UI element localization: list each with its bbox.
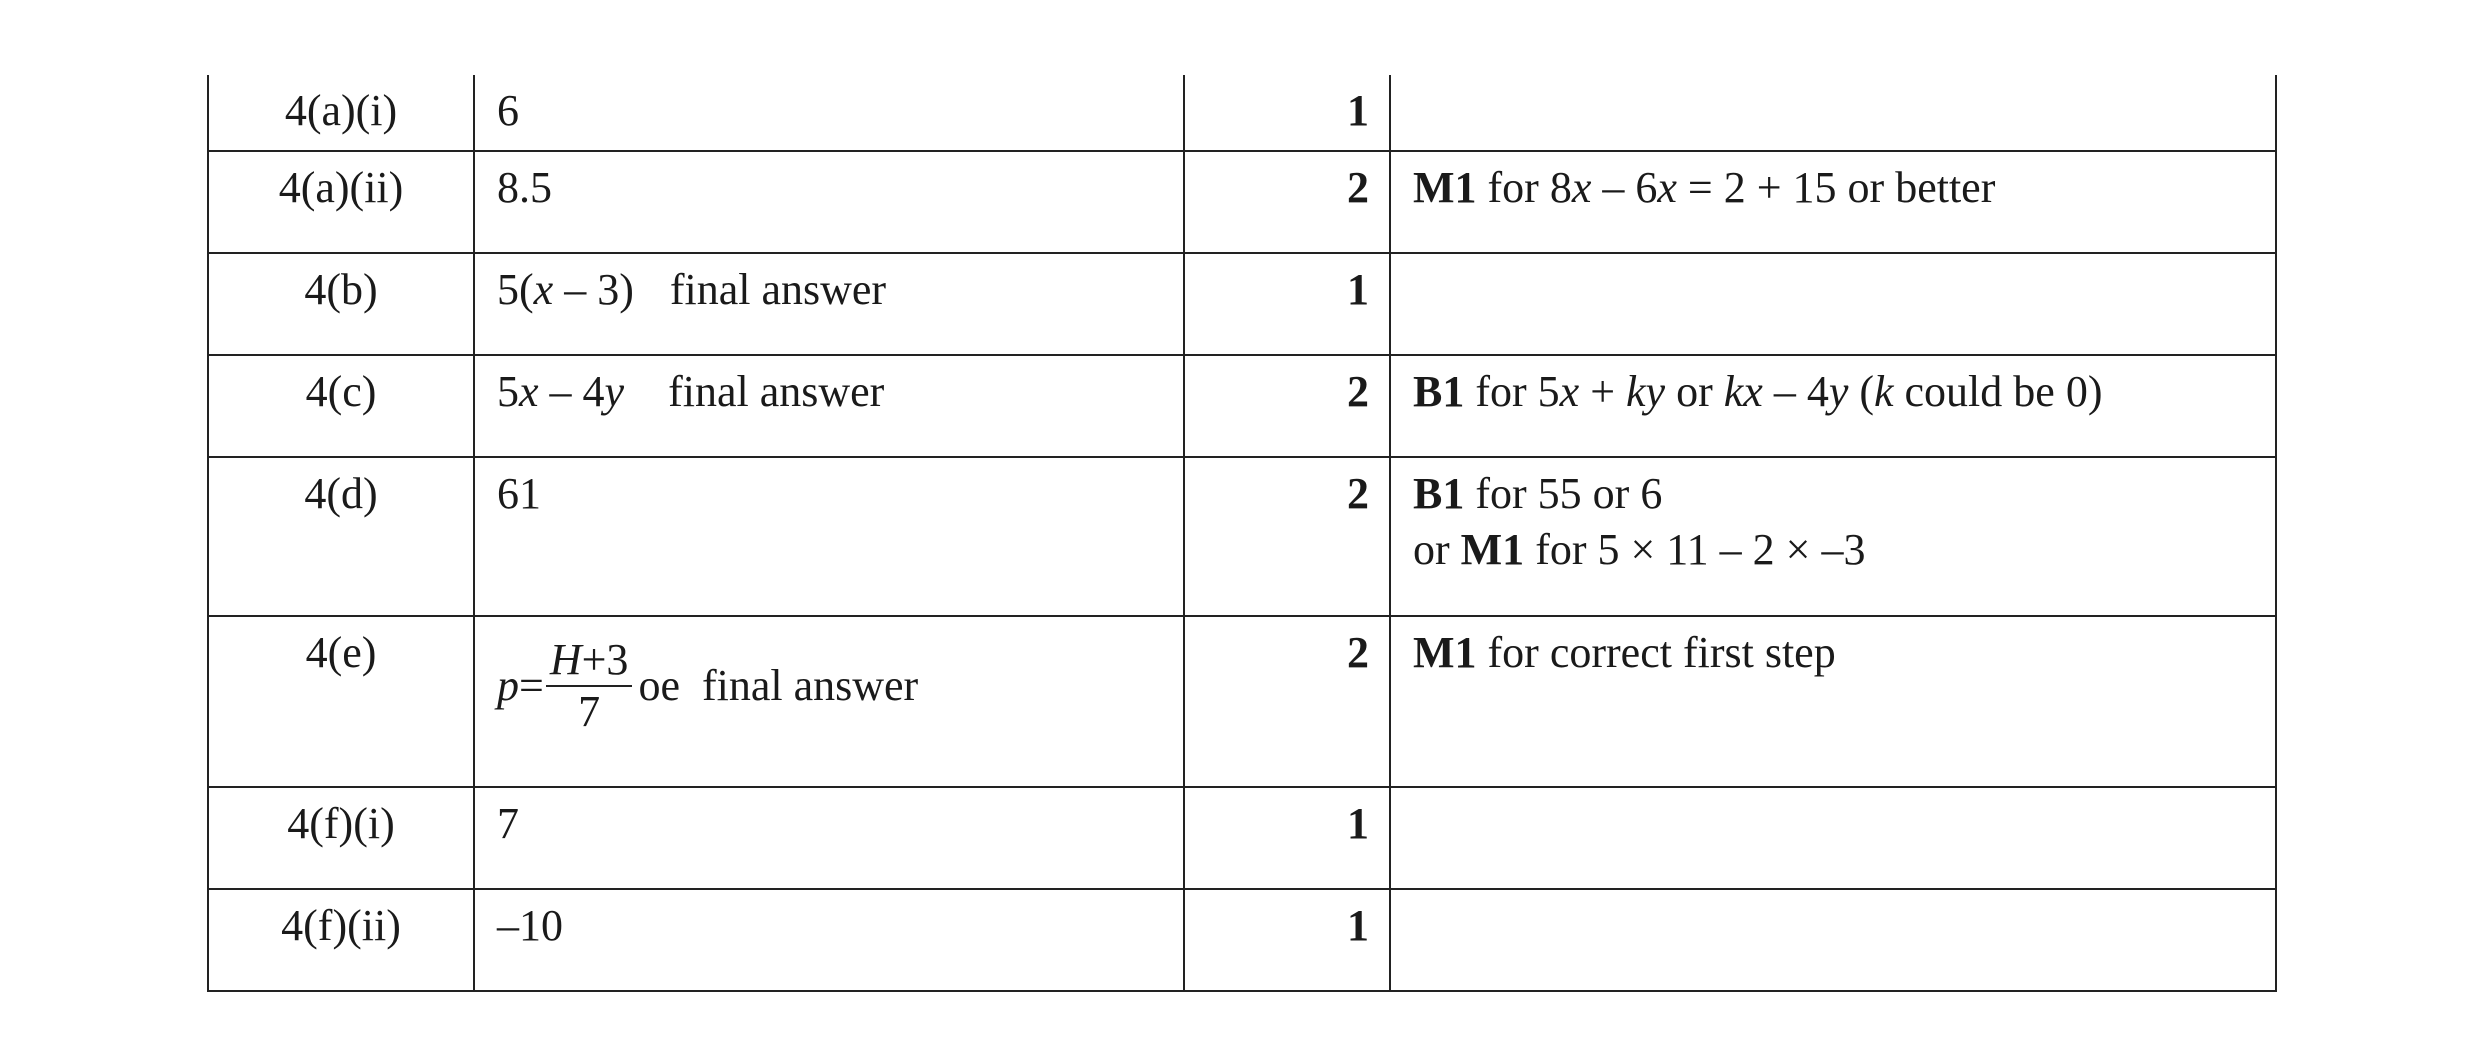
answer-variable: y — [604, 367, 625, 416]
notes-cell — [1391, 75, 2275, 150]
table-row — [209, 150, 2275, 252]
mark-code: B1 — [1413, 367, 1465, 416]
answer-qualifier: final answer — [669, 265, 887, 314]
notes-cell — [1391, 890, 2275, 990]
mark-cell: 1 — [1185, 75, 1391, 150]
note-text: for 8 — [1476, 163, 1572, 212]
answer-qualifier: oe final answer — [638, 661, 919, 710]
question-number: 4(f)(i) — [209, 788, 475, 888]
note-variable: y — [1828, 367, 1849, 416]
answer-cell — [475, 356, 1185, 456]
notes-cell — [1391, 617, 2275, 786]
table-row — [209, 252, 2275, 354]
answer-text: 5( — [497, 265, 534, 314]
mark-cell: 2 — [1185, 356, 1391, 456]
mark-cell: 2 — [1185, 458, 1391, 615]
fraction — [546, 635, 633, 737]
answer-text: 5 — [497, 367, 519, 416]
note-text: for 5 — [1464, 367, 1560, 416]
answer-variable: p — [497, 661, 519, 710]
mark-code: M1 — [1413, 628, 1477, 677]
note-text: or — [1413, 525, 1461, 574]
note-text: for 55 or 6 — [1464, 469, 1663, 518]
table-row — [209, 888, 2275, 990]
mark-code: M1 — [1413, 163, 1477, 212]
mark-cell: 1 — [1185, 254, 1391, 354]
mark-cell: 2 — [1185, 152, 1391, 252]
equals-sign: = — [519, 661, 544, 710]
answer-cell: 8.5 — [475, 152, 1185, 252]
answer-variable: x — [533, 265, 554, 314]
answer-variable: x — [519, 367, 539, 416]
fraction-numerator — [546, 635, 633, 687]
note-text: or — [1665, 367, 1724, 416]
answer-text: – 3) — [553, 265, 634, 314]
answer-cell: 6 — [475, 75, 1185, 150]
note-variable: k — [1874, 367, 1894, 416]
table-row — [209, 75, 2275, 150]
table-row — [209, 786, 2275, 888]
note-variable: x — [1657, 163, 1677, 212]
note-text: ( — [1848, 367, 1874, 416]
notes-cell — [1391, 788, 2275, 888]
question-number: 4(f)(ii) — [209, 890, 475, 990]
answer-text: – 4 — [538, 367, 605, 416]
answer-cell: –10 — [475, 890, 1185, 990]
note-text: for correct first step — [1476, 628, 1836, 677]
question-number: 4(e) — [209, 617, 475, 786]
question-number: 4(a)(i) — [209, 75, 475, 150]
question-number: 4(d) — [209, 458, 475, 615]
notes-cell — [1391, 458, 2275, 615]
question-number: 4(a)(ii) — [209, 152, 475, 252]
mark-cell: 2 — [1185, 617, 1391, 786]
notes-cell — [1391, 254, 2275, 354]
mark-code: M1 — [1460, 525, 1525, 574]
note-variable: x — [1559, 367, 1580, 416]
note-line — [1413, 522, 2275, 578]
mark-cell: 1 — [1185, 890, 1391, 990]
question-number: 4(b) — [209, 254, 475, 354]
mark-scheme-table — [207, 75, 2277, 992]
note-text: = 2 + 15 or better — [1676, 163, 1996, 212]
numerator-text: +3 — [581, 635, 629, 684]
question-number: 4(c) — [209, 356, 475, 456]
note-text: + — [1579, 367, 1627, 416]
note-variable: x — [1571, 163, 1592, 212]
note-text: – 4 — [1762, 367, 1829, 416]
note-line — [1413, 466, 2275, 522]
answer-formula — [497, 635, 1183, 737]
table-row — [209, 615, 2275, 786]
notes-cell — [1391, 356, 2275, 456]
mark-code: B1 — [1413, 469, 1465, 518]
note-text: for 5 × 11 – 2 × –3 — [1524, 525, 1866, 574]
note-variable: kx — [1723, 367, 1763, 416]
note-text: – 6 — [1591, 163, 1658, 212]
mark-cell: 1 — [1185, 788, 1391, 888]
answer-cell — [475, 617, 1185, 786]
fraction-denominator: 7 — [578, 687, 601, 736]
table-row — [209, 456, 2275, 615]
answer-qualifier: final answer — [668, 367, 885, 416]
note-variable: ky — [1626, 367, 1666, 416]
notes-cell — [1391, 152, 2275, 252]
answer-cell — [475, 254, 1185, 354]
answer-cell: 7 — [475, 788, 1185, 888]
answer-cell: 61 — [475, 458, 1185, 615]
note-text: could be 0) — [1893, 367, 2103, 416]
table-row — [209, 354, 2275, 456]
numerator-variable: H — [549, 635, 582, 684]
